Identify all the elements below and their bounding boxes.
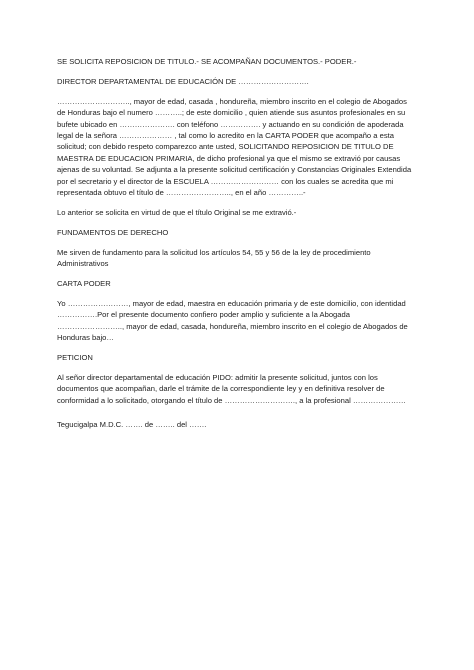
paragraph-solicitud: ……………………….., mayor de edad, casada , hondureña, miembro inscrito en el colegio de Abogados de Honduras bajo el numero ………..; de este domicilio , quien atiende sus asuntos profesionales en su bufete ubicado en …………………. con teléfono ……………. y actuando en su condición de apoderada legal de la señora ………………… , tal como lo acredito en la CARTA PODER que acompaño a esta solicitud; con debido respeto comparezco ante usted, SOLICITANDO REPOSICION DE TITULO DE MAESTRA DE EDUCACION PRIMARIA, de dicho profesional ya que el mismo se extravió por causas ajenas de su voluntad. Se adjunta a la presente solicitud certificación y Constancias Originales Extendida por el secretario y el director de la ESCUELA ……………………… con los cuales se acredita que mi representada obtuvo el título de …………………….., en el año …………..- — [57, 96, 412, 198]
heading-fundamentos: FUNDAMENTOS DE DERECHO — [57, 227, 169, 237]
paragraph-peticion: Al señor director departamental de educación PIDO: admitir la presente solicitud, juntos con los documentos que acompañan, darle el trámite de la correspondiente ley y en definitiva resolver de conformidad a lo solicitado, otorgando el título de ………………………., a la profesional ………………… — [57, 373, 407, 405]
paragraph-extravio: Lo anterior se solicita en virtud de que el título Original se me extravió.- — [57, 207, 297, 217]
paragraph-fundamentos: Me sirven de fundamento para la solicitud los artículos 54, 55 y 56 de la ley de procedimiento Administrativos — [57, 247, 371, 269]
document-title: SE SOLICITA REPOSICION DE TITULO.- SE ACOMPAÑAN DOCUMENTOS.- PODER.- — [57, 57, 357, 66]
heading-peticion: PETICION — [57, 353, 93, 363]
signature-line: Tegucigalpa M.D.C. ……. de …….. del ……. — [57, 420, 207, 429]
document-body — [57, 56, 417, 415]
document-addressee: DIRECTOR DEPARTAMENTAL DE EDUCACIÓN DE ………………………. — [57, 76, 309, 86]
heading-carta-poder: CARTA PODER — [57, 279, 111, 289]
paragraph-carta-poder: Yo ……………………, mayor de edad, maestra en educación primaria y de este domicilio, con identidad …………….Por el presente documento confiero poder amplio y suficiente a la Abogada …………………….., mayor de edad, casada, hondureña, miembro inscrito en el colegio de Abogados de Honduras bajo… — [57, 299, 408, 343]
